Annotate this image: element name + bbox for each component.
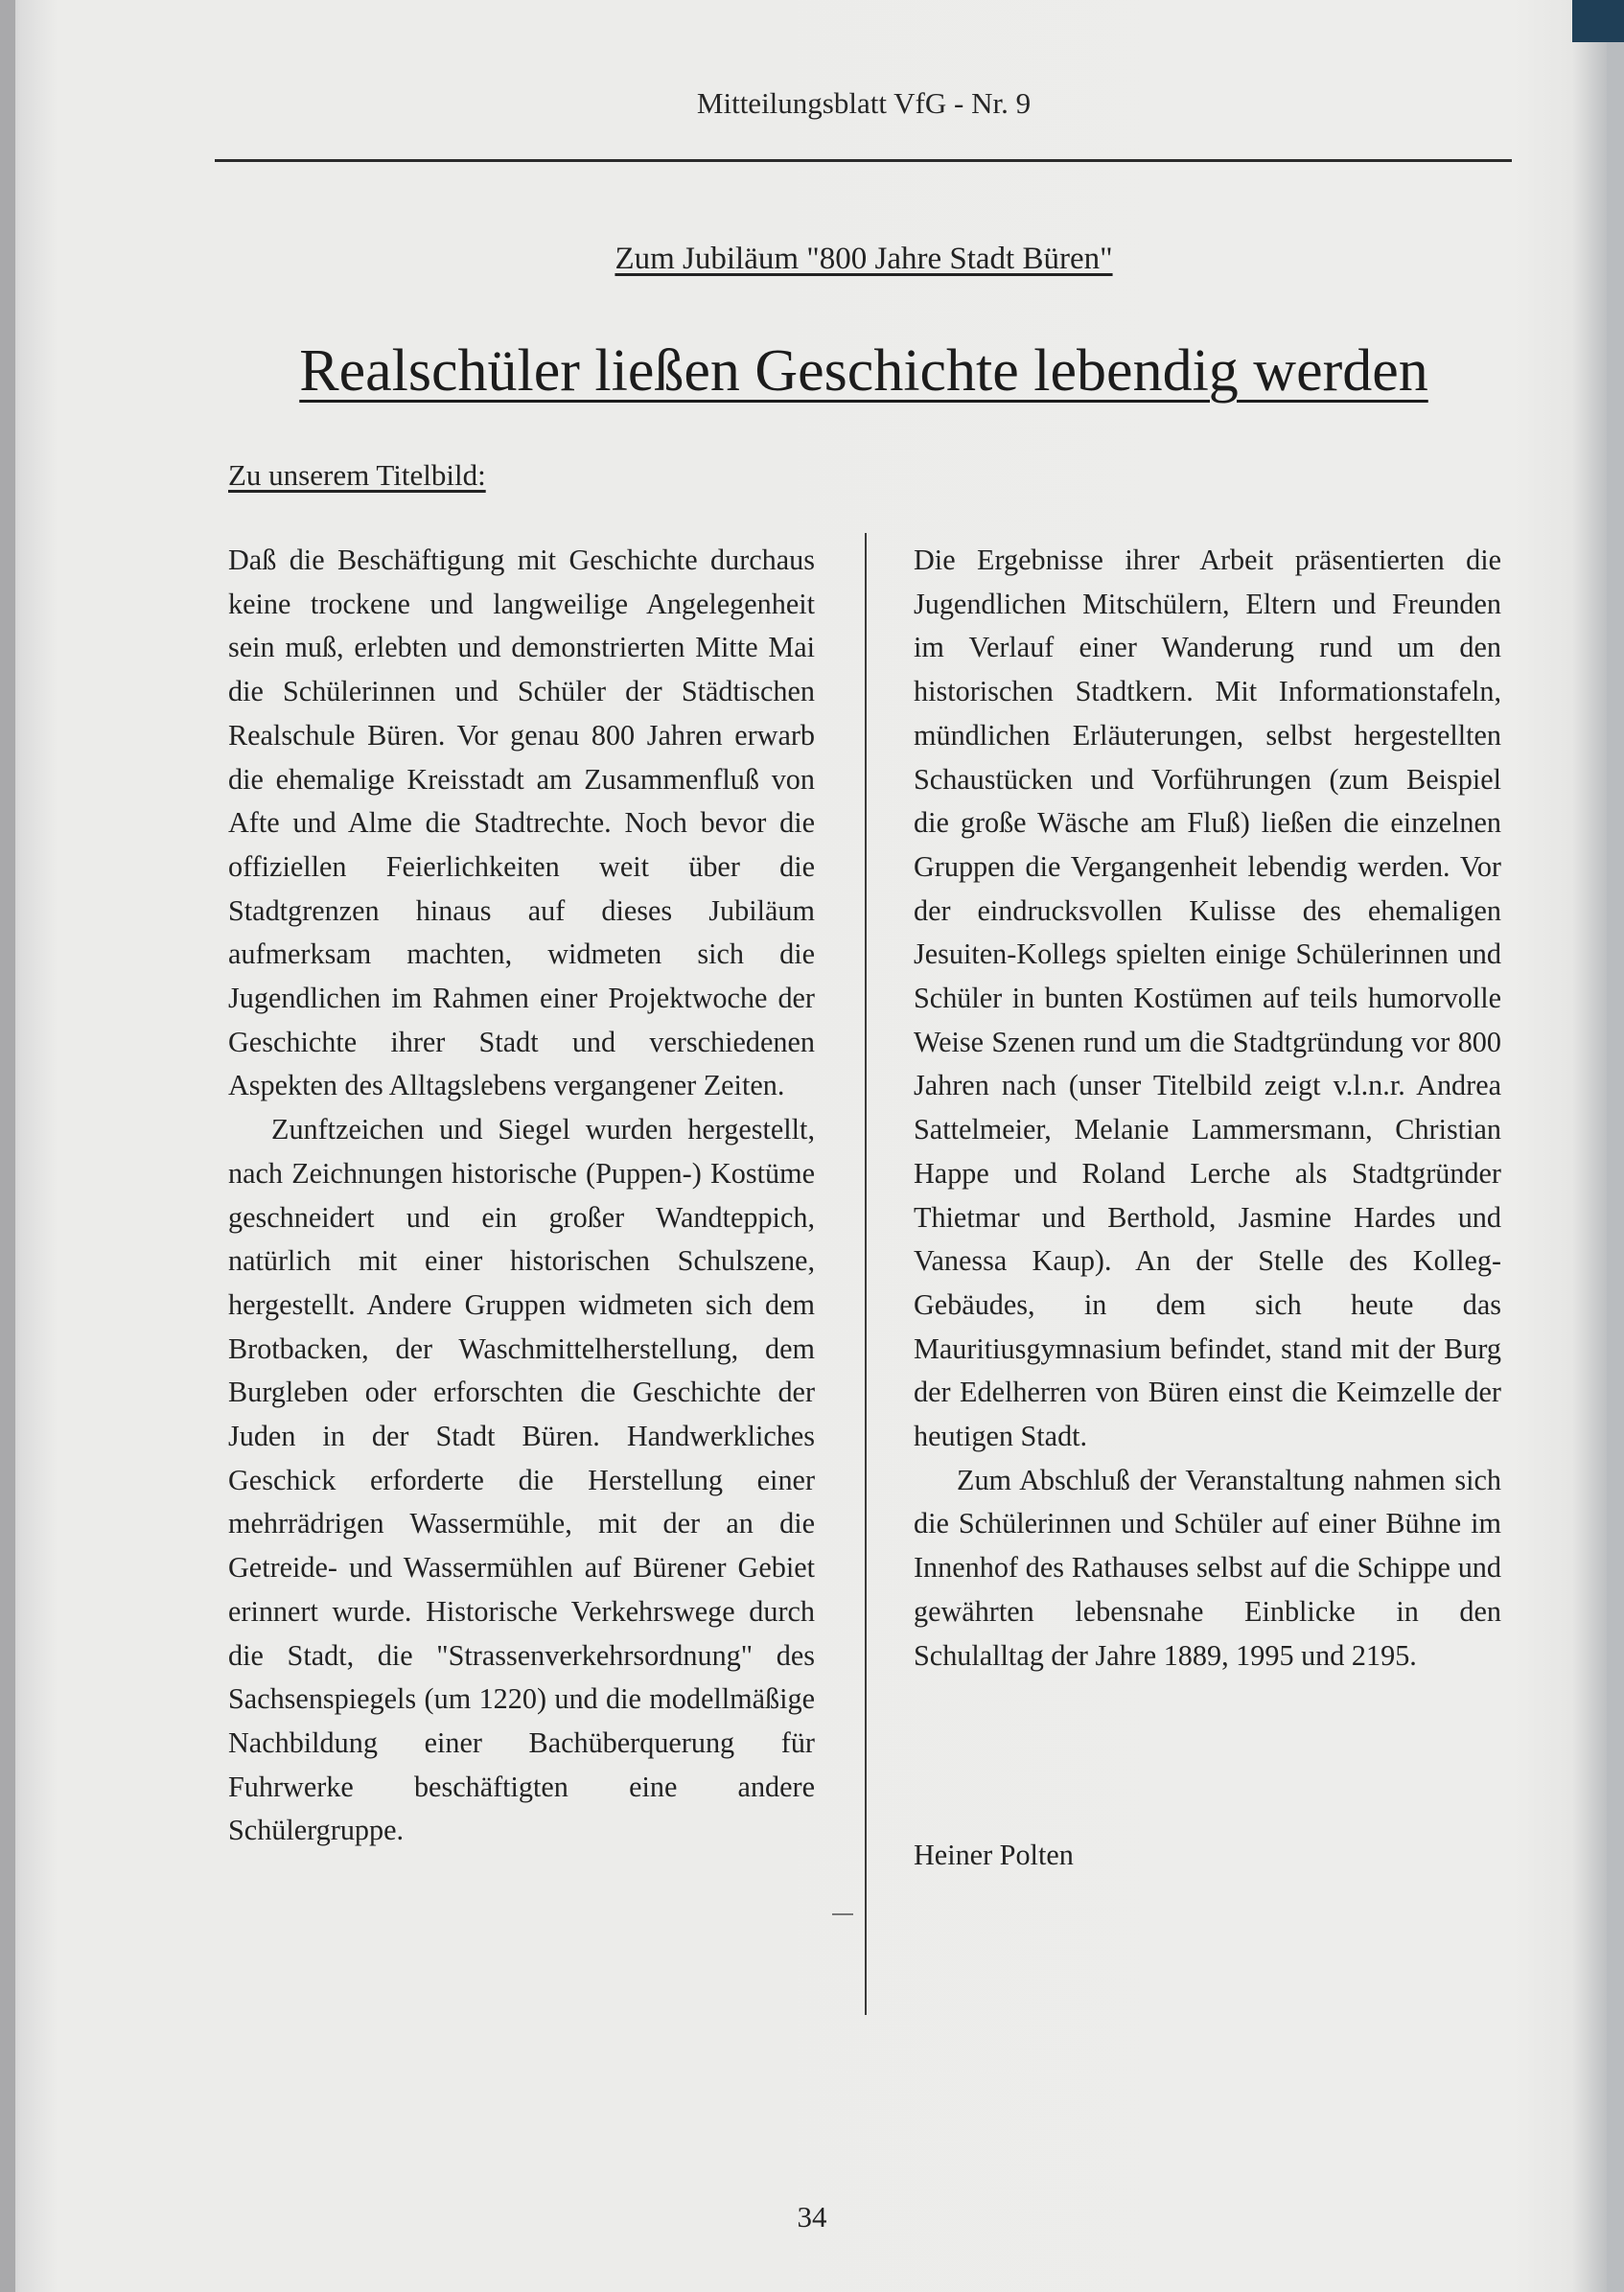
article-column-right [914,539,1501,1678]
paragraph: Daß die Beschäftigung mit Geschichte durchaus keine trockene und langweilige Angelegenheit sein muß, erlebten und demonstrierten Mitte Mai die Schülerinnen und Schüler der Städtischen Realschule Büren. Vor genau 800 Jahren erwarb die ehemalige Kreisstadt am Zusammenfluß von Afte und Alme die Stadtrechte. Noch bevor die offiziellen Feierlichkeiten weit über die Stadtgrenzen hinaus auf dieses Jubiläum aufmerksam machten, widmeten sich die Jugendlichen im Rahmen einer Projektwoche der Geschichte ihrer Stadt und verschiedenen Aspekten des Alltagslebens vergangener Zeiten. [228,544,815,1102]
binding-edge [0,0,15,2292]
article-kicker: Zum Jubiläum "800 Jahre Stadt Büren" [615,242,1113,276]
running-header: Mitteilungsblatt VfG - Nr. 9 [696,86,1032,120]
paragraph: Die Ergebnisse ihrer Arbeit präsentierten die Jugendlichen Mitschülern, Eltern und Freunden im Verlauf einer Wanderung rund um den historischen Stadtkern. Mit Informationstafeln, mündlichen Erläuterungen, selbst hergestellten Schaustücken und Vorführungen (zum Beispiel die große Wäsche am Fluß) ließen die einzelnen Gruppen die Vergangenheit lebendig werden. Vor der eindrucksvollen Kulisse des ehemaligen Jesuiten-Kollegs spielten einige Schülerinnen und Schüler in bunten Kostümen auf teils humorvolle Weise Szenen rund um die Stadtgründung vor 800 Jahren nach (unser Titelbild zeigt v.l.n.r. Andrea Sattelmeier, Melanie Lammersmann, Christian Happe und Roland Lerche als Stadtgründer Thietmar und Berthold, Jasmine Hardes und Vanessa Kaup). An der Stelle des Kolleg-Gebäudes, in dem sich heute das Mauritiusgymnasium befindet, stand mit der Burg der Edelherren von Büren einst die Keimzelle der heutigen Stadt. [914,544,1501,1453]
paragraph: Zunftzeichen und Siegel wurden hergestellt, nach Zeichnungen historische (Puppen-) Kostüme geschneidert und ein großer Wandteppich, natürlich mit einer historischen Schulszene, hergestellt. Andere Gruppen widmeten sich dem Brotbacken, der Waschmittelherstellung, dem Burgleben oder erforschten die Geschichte der Juden in der Stadt Büren. Handwerkliches Geschick erforderte die Herstellung einer mehrrädrigen Wassermühle, mit der an die Getreide- und Wassermühlen auf Bürener Gebiet erinnert wurde. Historische Verkehrswege durch die Stadt, die "Strassenverkehrsordnung" des Sachsenspiegels (um 1220) und die modellmäßige Nachbildung einer Bachüberquerung für Fuhrwerke beschäftigten eine andere Schülergruppe. [228,1113,815,1847]
author-signature: Heiner Polten [914,1839,1074,1871]
margin-mark [832,1913,853,1915]
article-subhead: Zu unserem Titelbild: [228,458,486,492]
cover-corner [1572,0,1624,42]
article-column-left [228,539,815,1853]
article-headline: Realschüler ließen Geschichte lebendig werden [299,338,1428,404]
column-divider [865,533,867,2015]
paragraph: Zum Abschluß der Veranstaltung nahmen sich die Schülerinnen und Schüler auf einer Bühne im Innenhof des Rathauses selbst auf die Schippe und gewährten lebensnahe Einblicke in den Schulalltag der Jahre 1889, 1995 und 2195. [914,1463,1501,1672]
header-rule [215,159,1512,162]
page-edge-right [1607,0,1624,2292]
page-number: 34 [797,2200,827,2234]
